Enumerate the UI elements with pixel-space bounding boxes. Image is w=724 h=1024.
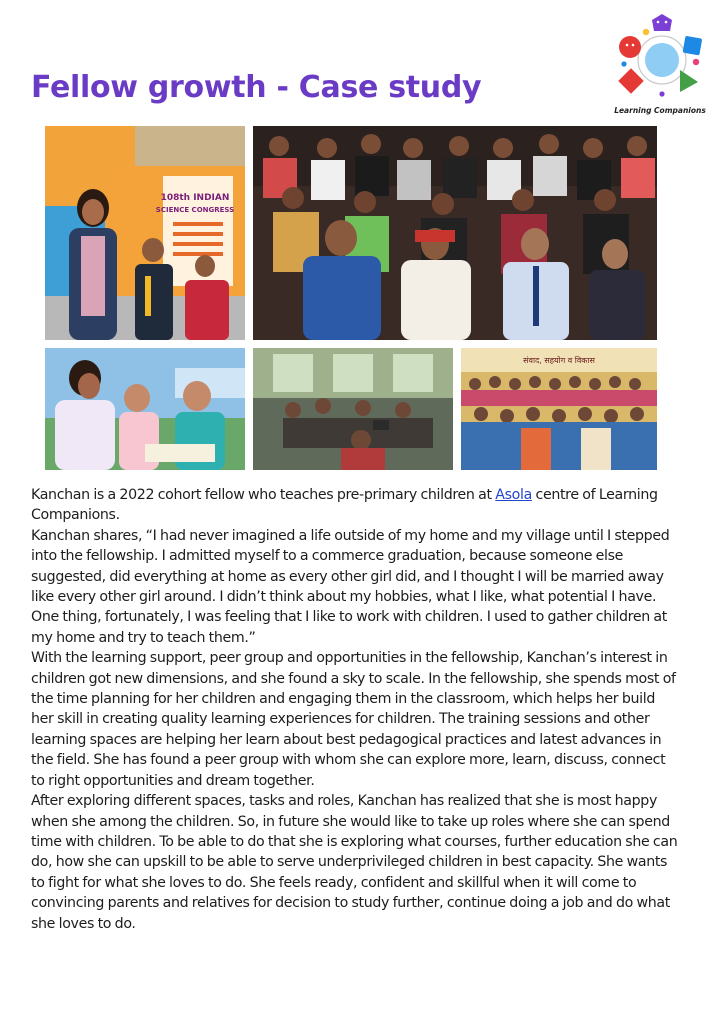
future-paragraph: After exploring different spaces, tasks and roles, Kanchan has realized that she is most happy when she among the children. So, in future she would like to take up roles where she can spend time with children. To be able to do that she is exploring what courses, further education she can do, how she can upskill to be able to serve underprivileged children in best capacity. She wants to fight for what she loves to do. She feels ready, confident and skillful when it will come to convincing parents and relatives for decision to study further, continue doing a job and do what she loves to do. [31,793,678,932]
case-study-body [31,485,681,934]
centre-banner-text: संवाद, सहयोग व विकास [523,356,595,365]
logo-caption: Learning Companions [614,106,706,115]
photo-meeting [253,348,453,470]
photo-children-reading [45,348,245,470]
photo-group [253,126,657,340]
photo-centre-group [461,348,657,470]
growth-paragraph: With the learning support, peer group and opportunities in the fellowship, Kanchan’s interest in children got new dimensions, and she found a sky to scale. In the fellowship, she spends most of the time planning for her children and engaging them in the classroom, which helps her build her skill in creating quality learning experiences for children. The training sessions and other learning spaces are helping her learn about best pedagogical practices and latest advances in the field. She has found a peer group with whom she can explore more, learn, discuss, connect to right opportunities and dream together. [31,650,676,789]
intro-paragraph [31,485,681,526]
logo-icon [610,10,710,106]
photo-science-congress [45,126,245,340]
banner-line1: 108th INDIAN [160,193,230,203]
quote-paragraph: Kanchan shares, “I had never imagined a life outside of my home and my village until I stepped into the fellowship. I admitted myself to a commerce graduation, because someone else suggested, did everything at home as every other girl did, and I thought I will be married away like every other girl around. I didn’t think about my hobbies, what I like, what potential I have. One thing, fortunately, I was feeling that I like to work with children. I used to gather children at my home and try to teach them.” [31,527,670,646]
intro-text: Kanchan is a 2022 cohort fellow who teaches pre-primary children at [31,487,496,503]
page-title: Fellow growth - Case study [31,70,482,105]
learning-companions-logo [610,10,710,120]
banner-line2: SCIENCE CONGRESS [155,206,235,214]
intro-text-end: centre of Learning Companions. [31,487,658,524]
asola-link[interactable]: Asola [495,487,532,503]
